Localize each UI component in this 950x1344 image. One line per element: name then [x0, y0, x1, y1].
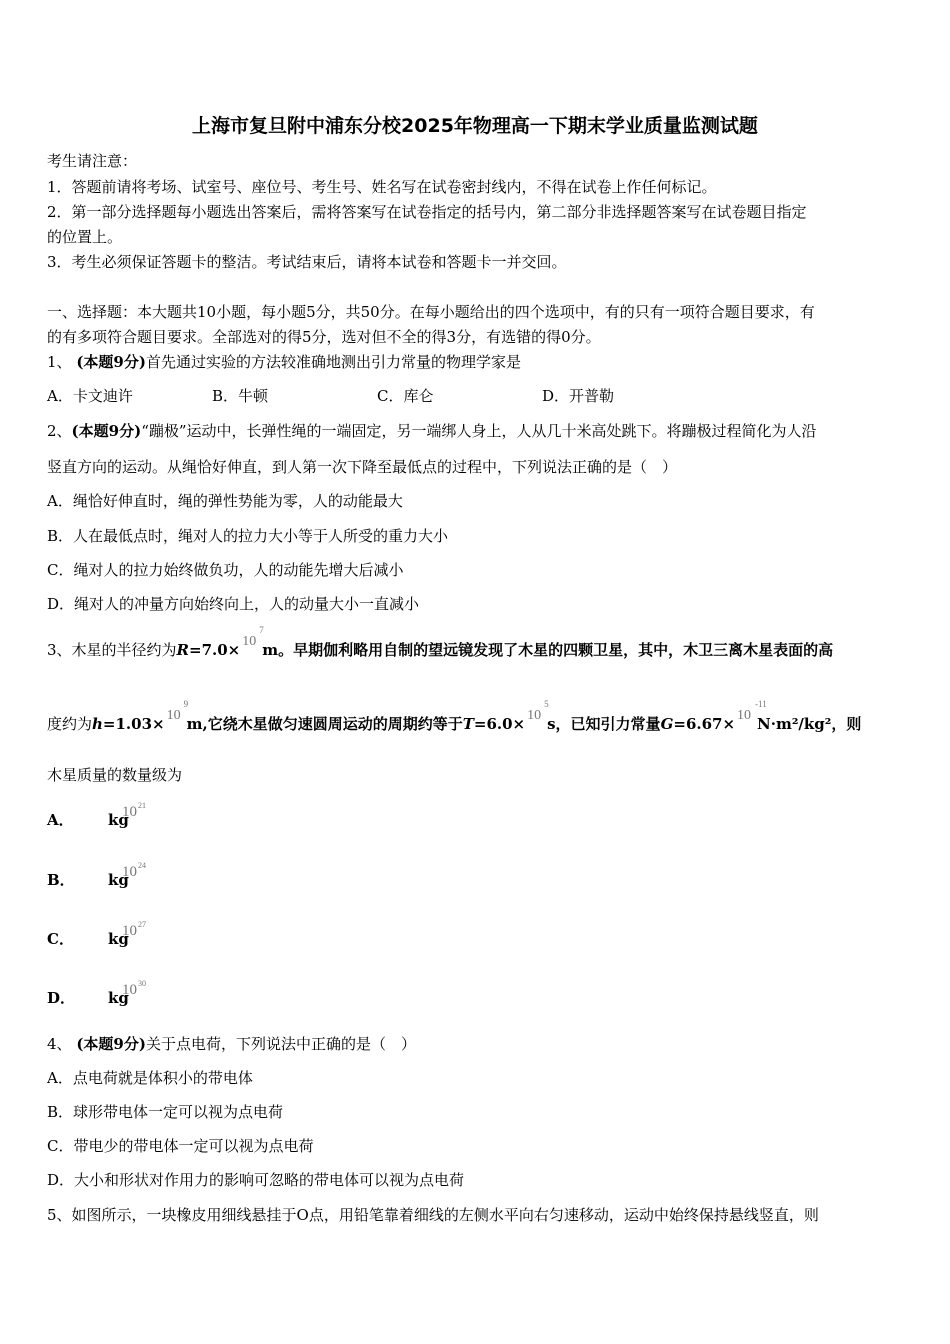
power-of-ten: 10 21 [122, 801, 146, 820]
option-b: B． 10 24 kg [47, 861, 146, 889]
question-3-stem: 3、木星的半径约为R=7.0× 10 7 m。早期伽利略用自制的望远镜发现了木星的四颗卫星，其中，木卫三离木星表面的高 [47, 640, 907, 662]
notice-line: 的位置上。 [47, 228, 123, 246]
power-of-ten: 10 30 [122, 979, 146, 998]
question-5-stem: 5、如图所示，一块橡皮用细线悬挂于O点，用铅笔靠着细线的左侧水平向右匀速移动，运动中始终保持悬线竖直，则 [47, 1206, 819, 1224]
power-of-ten: 10 -11 [737, 699, 767, 723]
option-a: A．卡文迪许 [47, 387, 133, 405]
power-of-ten: 10 24 [122, 861, 146, 880]
power-of-ten: 10 5 [527, 699, 549, 723]
option-a: A．点电荷就是体积小的带电体 [47, 1069, 253, 1087]
question-number: 1、 [47, 353, 72, 371]
question-3-stem-end: 木星质量的数量级为 [47, 766, 183, 784]
power-of-ten: 10 27 [122, 920, 146, 939]
option-c: C．库仑 [377, 387, 434, 405]
option-b: B．球形带电体一定可以视为点电荷 [47, 1103, 284, 1121]
question-text: “蹦极”运动中，长弹性绳的一端固定，另一端绑人身上，人从几十米高处跳下。将蹦极过程简化为人沿 [141, 422, 817, 440]
section-intro-line: 的有多项符合题目要求。全部选对的得5分，选对但不全的得3分，有选错的得0分。 [47, 328, 601, 346]
notice-line: 2．第一部分选择题每小题选出答案后，需将答案写在试卷指定的括号内，第二部分非选择题答案写在试卷题目指定 [47, 203, 807, 221]
question-text: 首先通过实验的方法较准确地测出引力常量的物理学家是 [145, 353, 521, 371]
question-score-tag: (本题9分) [71, 422, 142, 440]
question-number: 4、 [47, 1035, 72, 1053]
question-score-tag: (本题9分) [76, 353, 146, 371]
question-number: 2、 [47, 422, 72, 440]
option-a: A． 10 21 kg [47, 801, 146, 829]
page-title: 上海市复旦附中浦东分校2025年物理高一下期末学业质量监测试题 [192, 115, 758, 137]
option-c: C．带电少的带电体一定可以视为点电荷 [47, 1137, 314, 1155]
power-of-ten: 10 9 [166, 699, 189, 723]
question-2-stem-cont: 竖直方向的运动。从绳恰好伸直，到人第一次下降至最低点的过程中，下列说法正确的是（ ） [47, 458, 678, 476]
option-c: C． 10 27 kg [47, 920, 146, 948]
notice-line: 1．答题前请将考场、试室号、座位号、考生号、姓名写在试卷密封线内，不得在试卷上作任何标记。 [47, 178, 717, 196]
notice-line: 3．考生必须保证答题卡的整洁。考试结束后，请将本试卷和答题卡一并交回。 [47, 253, 567, 271]
option-b: B．牛顿 [212, 387, 269, 405]
question-1-options [47, 386, 907, 406]
section-intro-line: 一、选择题：本大题共10小题，每小题5分，共50分。在每小题给出的四个选项中，有的只有一项符合题目要求，有 [47, 303, 815, 321]
option-d: D．绳对人的冲量方向始终向上，人的动量大小一直减小 [47, 595, 420, 613]
notice-heading: 考生请注意： [47, 152, 138, 170]
question-2-stem [47, 421, 907, 441]
option-a: A．绳恰好伸直时，绳的弹性势能为零，人的动能最大 [47, 492, 403, 510]
power-of-ten: 10 7 [242, 625, 264, 649]
option-d: D．开普勒 [542, 387, 615, 405]
option-d: D．大小和形状对作用力的影响可忽略的带电体可以视为点电荷 [47, 1171, 465, 1189]
question-4-stem [47, 1034, 907, 1054]
question-3-stem-cont: 度约为h=1.03× 10 9 m,它绕木星做匀速圆周运动的周期约等于T=6.0× 10 5 s，已知引力常量G=6.67× 10 -11 N·m²/kg²，则 [47, 714, 907, 736]
option-d: D． 10 30 kg [47, 979, 146, 1007]
option-c: C．绳对人的拉力始终做负功，人的动能先增大后减小 [47, 561, 404, 579]
question-score-tag: (本题9分) [76, 1035, 146, 1053]
option-b: B．人在最低点时，绳对人的拉力大小等于人所受的重力大小 [47, 527, 449, 545]
question-1-stem [47, 352, 907, 372]
question-text: 关于点电荷，下列说法中正确的是（ ） [145, 1035, 416, 1053]
